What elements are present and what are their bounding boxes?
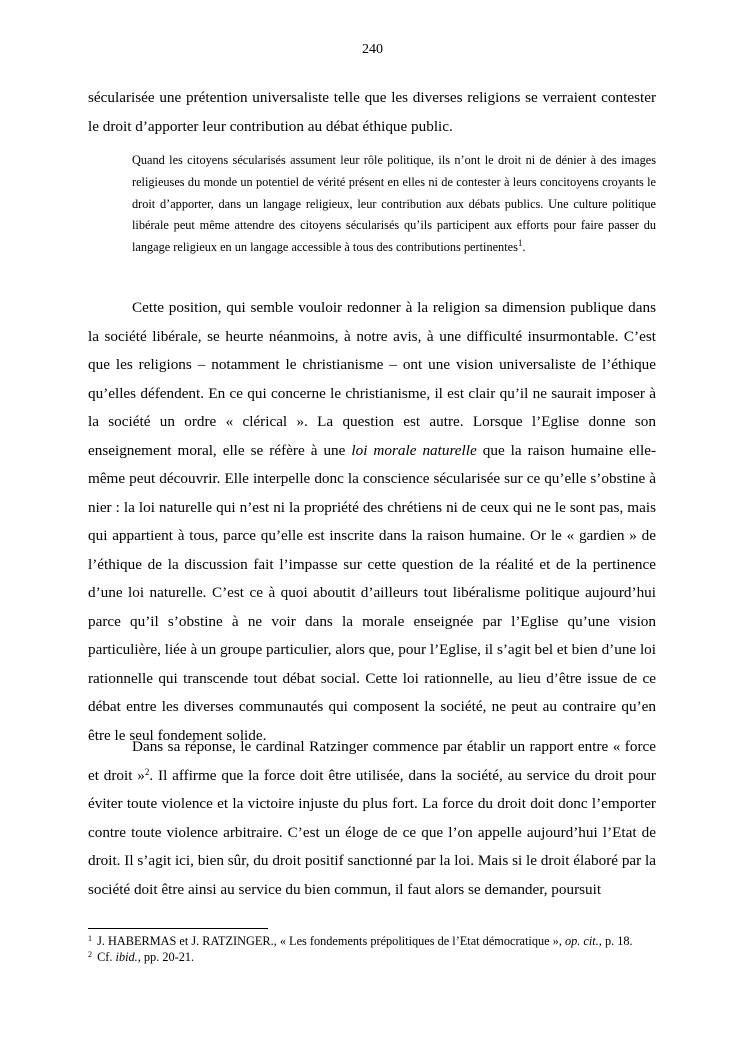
paragraph-2-text-a: Dans sa réponse, le cardinal Ratzinger commence par établir un rapport entre « force et droit » xyxy=(88,738,656,784)
footnote-text: Cf. xyxy=(97,949,113,964)
paragraph-1-text-b: que la raison humaine elle-même peut découvrir. Elle interpelle donc la conscience sécularisée sur ce qu’elle s’obstine à nier : la loi naturelle qui n’est ni la propriété des chrétiens ni de ceux qui ne le sont pas, mais qui appartient à tous, parce qu’elle est inscrite dans la raison humaine. Or le « gardien » de l’éthique de la discussion fait l’impasse sur cette question de la réalité et de la pertinence d’une loi naturelle. C’est ce à quoi aboutit d’ailleurs tout libéralisme politique aujourd’hui parce qu’il s’obstine à ne voir dans la morale enseignée par l’Eglise qu’une vision particulière, liée à un groupe particulier, alors que, pour l’Eglise, il s’agit bel et bien d’une loi rationnelle qui transcende tout débat social. Cette loi rationnelle, au lieu d’être issue de ce débat entre les diverses communautés qui composent la société, ne peut au contraire qu’en être le seul fondement solide. xyxy=(88,441,657,744)
footnote-tail: pp. 20-21. xyxy=(143,949,195,964)
footnote-number: 2 xyxy=(88,949,92,959)
footnote-emphasis: ibid., xyxy=(115,949,141,964)
paragraph-1-emphasis: loi morale naturelle xyxy=(351,441,477,459)
footnote-2 xyxy=(88,950,688,966)
footnote-number: 1 xyxy=(88,934,92,943)
footnote-1 xyxy=(88,934,688,950)
paragraph-1 xyxy=(88,294,656,750)
block-quote: Quand les citoyens sécularisés assument leur rôle politique, ils n’ont le droit ni de dénier à des images religieuses du monde un potentiel de vérité présent en elles ni de contester à leurs concitoyens croyants le droit d’apporter, dans un langage religieux, leur contribution aux débats publics. Une culture politique libérale peut même attendre des citoyens sécularisés qu’ils participent aux efforts pour faire passer du langage religieux en un langage accessible à tous des contributions pertinentes$^1$. xyxy=(132,153,656,255)
footnote-ref-2[interactable]: 2 xyxy=(144,766,150,777)
paragraph-1-text-a: Cette position, qui semble vouloir redonner à la religion sa dimension publique dans la société libérale, se heurte néanmoins, à notre avis, à une difficulté insurmontable. C’est que les religions – notamment le christianisme – ont une vision universaliste de l’éthique qu’elles défendent. En ce qui concerne le christianisme, il est clair qu’il ne saurait imposer à la société un ordre « clérical ». La question est autre. Lorsque l’Eglise donne son enseignement moral, elle se réfère à une xyxy=(88,299,656,459)
footnote-tail: p. 18. xyxy=(604,934,633,948)
quote-text: Quand les citoyens sécularisés assument leur rôle politique, ils n’ont le droit ni de dénier à des images religieuses du monde un potentiel de vérité présent en elles ni de contester à leurs concitoyens croyants le droit d’apporter, dans un langage religieux, leur contribution aux débats publics. Une culture politique libérale peut même attendre des citoyens sécularisés qu’ils participent aux efforts pour faire passer du langage religieux en un langage accessible à tous des contributions pertinentes xyxy=(132,153,656,255)
intro-paragraph: sécularisée une prétention universaliste telle que les diverses religions se verraient contester le droit d’apporter leur contribution au débat éthique public. xyxy=(88,89,656,135)
footnote-ref-1[interactable]: 1 xyxy=(517,238,523,249)
paragraph-2-text-b: . Il affirme que la force doit être utilisée, dans la société, au service du droit pour éviter toute violence et la victoire injuste du plus fort. La force du droit doit donc l’emporter contre toute violence arbitraire. C’est un éloge de ce que l’on appelle aujourd’hui l’Etat de droit. Il s’agit ici, bien sûr, du droit positif sanctionné par la loi. Mais si le droit élaboré par la société doit être ainsi au service du bien commun, il faut alors se demander, poursuit xyxy=(88,766,656,898)
footnote-separator xyxy=(88,928,268,929)
paragraph-2 xyxy=(88,733,656,904)
page-number: 240 xyxy=(362,42,383,57)
footnote-text: J. HABERMAS et J. RATZINGER., « Les fondements prépolitiques de l’Etat démocratique », xyxy=(97,934,562,948)
footnotes xyxy=(88,934,688,965)
footnote-emphasis: op. cit., xyxy=(564,934,602,948)
